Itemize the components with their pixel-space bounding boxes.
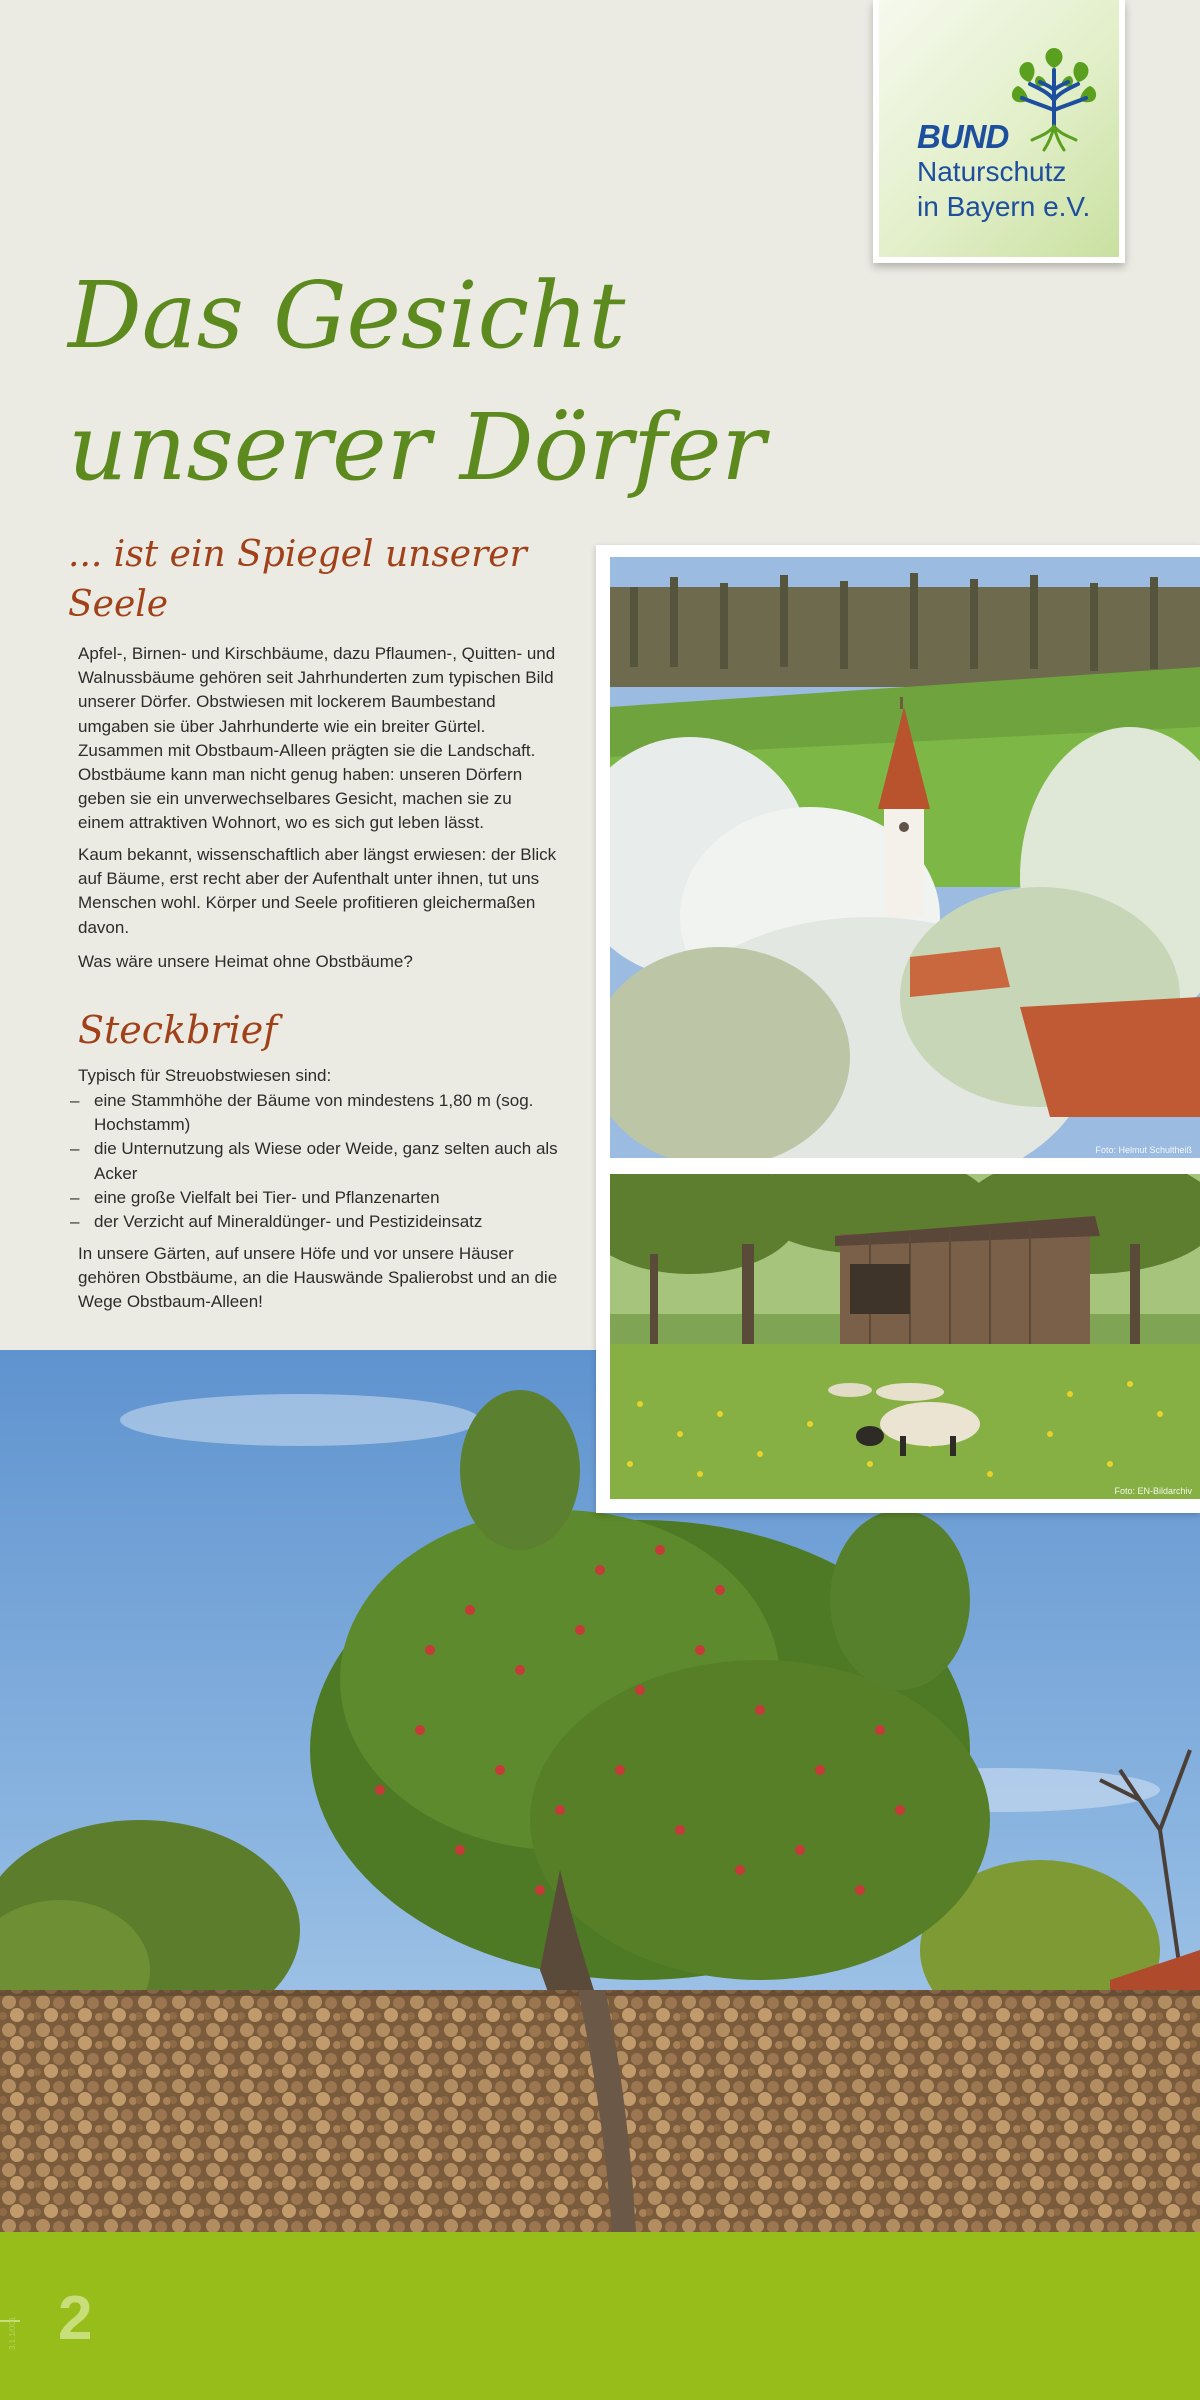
paragraph-question: Was wäre unsere Heimat ohne Obstbäume? [78, 952, 413, 971]
sheep-meadow-photo [610, 1174, 1200, 1499]
church-image [610, 557, 1200, 1158]
bullet-dash: – [70, 1212, 80, 1232]
subtitle: ... ist ein Spiegel unserer Seele [68, 534, 527, 625]
logo-brand: BUND [917, 118, 1009, 155]
list-item [70, 1210, 570, 1234]
list-item [70, 1089, 570, 1137]
tree-logo-icon [1004, 40, 1104, 152]
side-code: 3.1.1/001 [8, 2316, 17, 2350]
paragraph-closing: In unsere Gärten, auf unsere Höfe und vor unsere Häuser gehören Obstbäume, an die Hauswände Spalierobst und an die Wege Obstbaum-Alleen! [78, 1244, 558, 1312]
page-title [68, 250, 765, 514]
list-item [70, 1186, 570, 1210]
list-item-text: eine Stammhöhe der Bäume von mindestens 1,80 m (sog. Hochstamm) [94, 1091, 534, 1135]
page-number: 2 [58, 2284, 93, 2353]
list-item-text: der Verzicht auf Mineraldünger- und Pestizideinsatz [94, 1212, 483, 1232]
bullet-dash: – [70, 1139, 80, 1159]
bullet-dash: – [70, 1091, 80, 1110]
steckbrief-list [70, 1089, 570, 1234]
steckbrief-intro: Typisch für Streuobstwiesen sind: [78, 1066, 332, 1085]
sheep-image [610, 1174, 1200, 1499]
bullet-dash: – [70, 1187, 80, 1207]
paragraph-wellbeing: Kaum bekannt, wissenschaftlich aber längst erwiesen: der Blick auf Bäume, erst recht aber der Aufenthalt unter ihnen, tut uns Menschen wohl. Körper und Seele profitieren gleichermaßen davon. [78, 845, 557, 937]
church-blossom-photo [610, 557, 1200, 1158]
list-item-text: die Unternutzung als Wiese oder Weide, ganz selten auch als Acker [94, 1139, 558, 1183]
photo-credit: Foto: EN-Bildarchiv [1114, 1486, 1192, 1496]
steckbrief-heading: Steckbrief [78, 1008, 278, 1052]
logo-line-1: Naturschutz [917, 156, 1067, 187]
list-item-text: eine große Vielfalt bei Tier- und Pflanzenarten [94, 1187, 440, 1207]
list-item [70, 1137, 570, 1185]
footer-bar [0, 2232, 1200, 2400]
logo-line-2: in Bayern e.V. [917, 191, 1091, 222]
bund-logo[interactable] [873, 0, 1125, 263]
title-line-1: Das Gesicht [68, 262, 626, 369]
paragraph-intro: Apfel-, Birnen- und Kirschbäume, dazu Pflaumen-, Quitten- und Walnussbäume gehören seit Jahrhunderten zum typischen Bild unserer Dörfer. Obstwiesen mit lockerem Baumbestand umgaben sie über Jahrhunderte wie ein breiter Gürtel. Zusammen mit Obstbaum-Alleen prägten sie die Landschaft. Obstbäume kann man nicht genug haben: unseren Dörfern geben sie ein unverwechselbares Gesicht, machen sie zu einem attraktiven Wohnort, wo es sich gut leben lässt. [78, 644, 556, 833]
title-line-2: unserer Dörfer [68, 394, 766, 501]
photo-credit: Foto: Helmut Schultheiß [1095, 1145, 1192, 1155]
